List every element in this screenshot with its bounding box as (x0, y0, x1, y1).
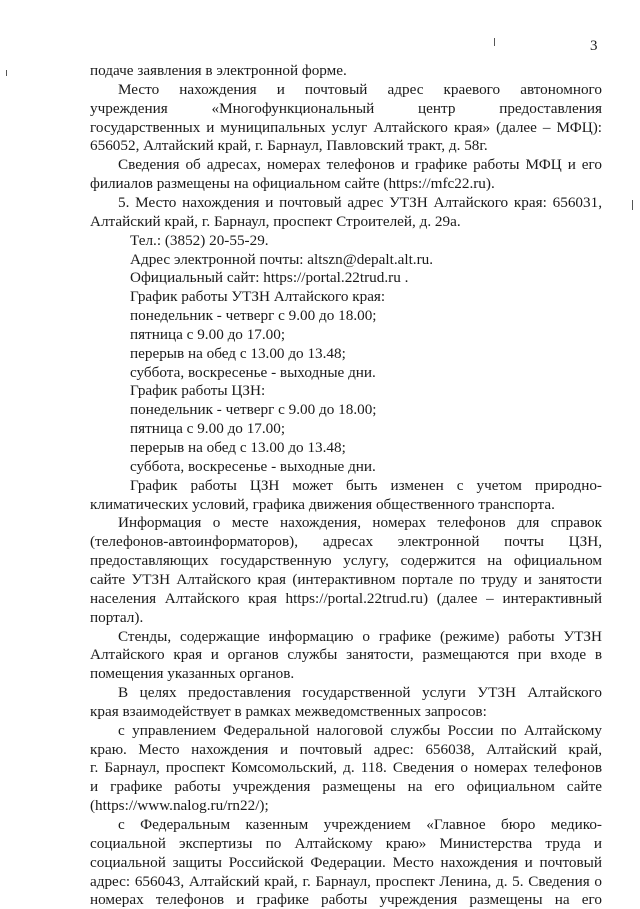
text-line: климатических условий, графика движения общественного транспорта. (90, 495, 555, 513)
text-line: (телефонов-автоинформаторов), адресах электронной почты ЦЗН, (90, 533, 602, 551)
text-line: суббота, воскресенье - выходные дни. (130, 457, 376, 475)
text-line: (https://www.nalog.ru/rn22/); (90, 797, 269, 815)
text-line: График работы УТЗН Алтайского края: (130, 288, 386, 306)
text-line: Сведения об адресах, номерах телефонов и графике работы МФЦ и его (118, 156, 602, 174)
text-line: социальной защиты Российской Федерации. Место нахождения и почтовый (90, 853, 602, 871)
text-line: В целях предоставления государственной услуги УТЗН Алтайского (118, 684, 602, 702)
text-line: Тел.: (3852) 20-55-29. (130, 231, 269, 249)
text-line: Место нахождения и почтовый адрес краевого автономного (118, 80, 602, 98)
text-line: социальной экспертизы по Алтайскому краю» Министерства труда и (90, 834, 602, 852)
text-line: Информация о месте нахождения, номерах телефонов для справок (118, 514, 602, 532)
text-line: пятница с 9.00 до 17.00; (130, 325, 286, 343)
text-line: сайте УТЗН Алтайского края (интерактивном портале по труду и занятости (90, 570, 602, 588)
text-line: учреждения «Многофункциональный центр предоставления (90, 99, 602, 117)
text-line: предоставляющих государственную услугу, содержится на официальном (90, 552, 602, 570)
text-line: перерыв на обед с 13.00 до 13.48; (130, 344, 346, 362)
text-line: и графике работы учреждения размещены на его официальном сайте (90, 778, 602, 796)
text-line: Стенды, содержащие информацию о графике (режиме) работы УТЗН (118, 627, 602, 645)
text-line: с Федеральным казенным учреждением «Главное бюро медико- (118, 816, 602, 833)
text-line: суббота, воскресенье - выходные дни. (130, 363, 376, 381)
scan-mark-top (494, 38, 495, 46)
text-line: понедельник - четверг с 9.00 до 18.00; (130, 401, 377, 419)
text-line: края взаимодействует в рамках межведомственных запросов: (90, 702, 487, 720)
text-line: подаче заявления в электронной форме. (90, 62, 347, 79)
page-number: 3 (590, 38, 598, 54)
text-line: помещения указанных органов. (90, 665, 295, 683)
text-line: портал). (90, 608, 144, 626)
text-line: Адрес электронной почты: altszn@depalt.alt.ru. (130, 250, 434, 268)
text-line: адрес: 656043, Алтайский край, г. Барнаул, проспект Ленина, д. 5. Сведения о (90, 872, 602, 890)
text-line: с управлением Федеральной налоговой службы России по Алтайскому (118, 721, 602, 739)
text-line: Официальный сайт: https://portal.22trud.ru . (130, 269, 409, 287)
text-line: краю. Место нахождения и почтовый адрес: 656038, Алтайский край, (90, 740, 602, 758)
text-line: График работы ЦЗН: (130, 382, 266, 400)
text-line: пятница с 9.00 до 17.00; (130, 420, 286, 438)
text-line: г. Барнаул, проспект Комсомольский, д. 118. Сведения о номерах телефонов (90, 759, 602, 777)
scan-mark-right (632, 200, 633, 210)
text-line: перерыв на обед с 13.00 до 13.48; (130, 439, 346, 456)
text-line: филиалов размещены на официальном сайте (https://mfc22.ru). (90, 175, 495, 193)
text-line: 656052, Алтайский край, г. Барнаул, Павловский тракт, д. 58г. (90, 137, 488, 155)
text-line: 5. Место нахождения и почтовый адрес УТЗН Алтайского края: 656031, (118, 193, 602, 211)
text-line: График работы ЦЗН может быть изменен с учетом природно- (130, 476, 602, 494)
text-line: номерах телефонов и графике работы учреждения размещены на его (90, 891, 602, 909)
text-line: Алтайский край, г. Барнаул, проспект Строителей, д. 29а. (90, 212, 461, 230)
text-line: государственных и муниципальных услуг Алтайского края» (далее – МФЦ): (90, 118, 602, 136)
text-line: понедельник - четверг с 9.00 до 18.00; (130, 307, 377, 325)
text-line: Алтайского края и органов службы занятости, размещаются при входе в (90, 646, 602, 664)
scan-mark-left (6, 70, 7, 76)
text-line: населения Алтайского края https://portal.22trud.ru) (далее – интерактивный (90, 589, 602, 607)
